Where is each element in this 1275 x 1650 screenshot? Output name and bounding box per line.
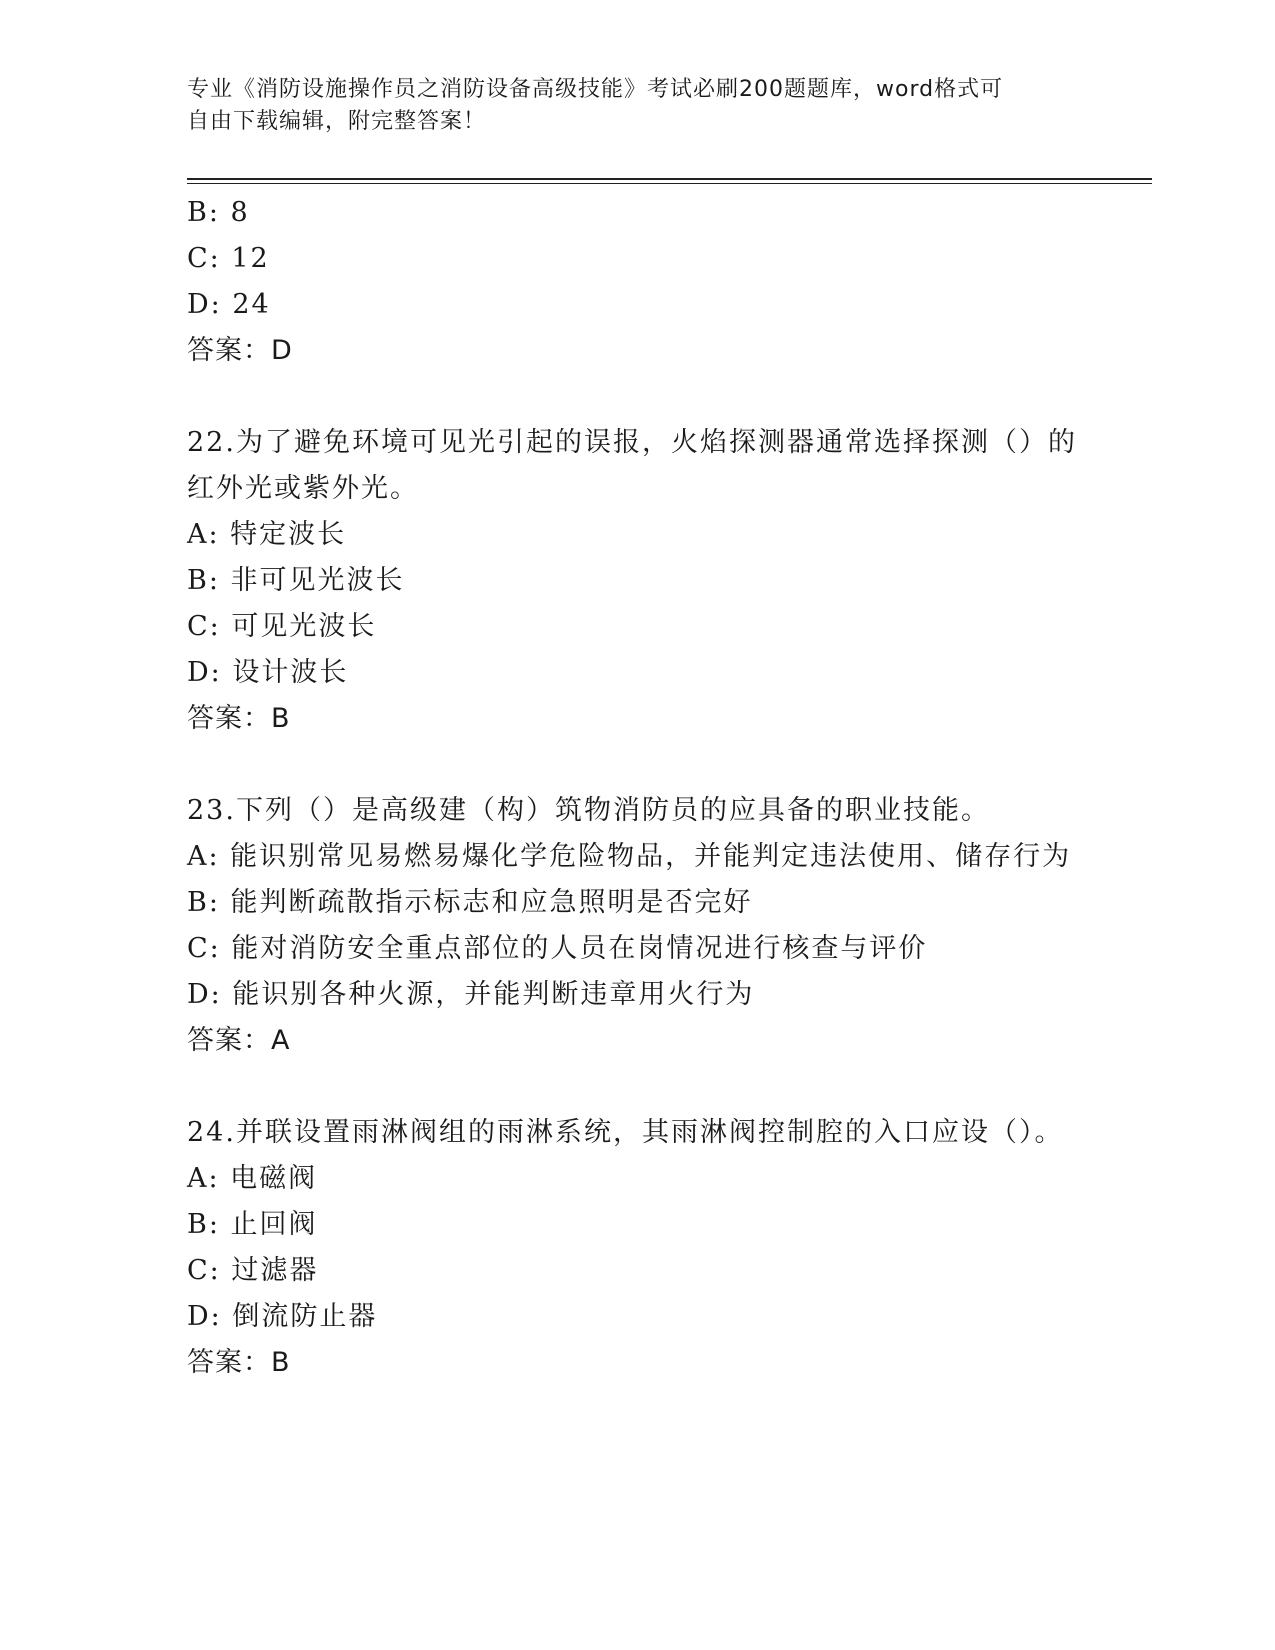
header-divider-thick [187,178,1152,180]
option-b: B: 能判断疏散指示标志和应急照明是否完好 [187,887,753,918]
document-header [187,74,1067,138]
question-21-tail [187,190,1087,374]
spacer [187,742,1087,788]
header-line-1: 专业《消防设施操作员之消防设备高级技能》考试必刷200题题库，word格式可 [187,77,1004,102]
option-c: C: 可见光波长 [187,611,377,642]
option-a: A: 特定波长 [187,519,347,550]
question-stem: 24.并联设置雨淋阀组的雨淋系统，其雨淋阀控制腔的入口应设（）。 [187,1117,1064,1148]
answer: 答案：D [187,335,293,366]
question-stem: 23.下列（）是高级建（构）筑物消防员的应具备的职业技能。 [187,795,990,826]
spacer [187,1064,1087,1110]
option-c: C: 能对消防安全重点部位的人员在岗情况进行核查与评价 [187,933,928,964]
option-c: C: 过滤器 [187,1255,319,1286]
header-line-2: 自由下载编辑，附完整答案！ [187,109,487,134]
header-divider-thin [187,183,1152,184]
option-d: D: 倒流防止器 [187,1301,378,1332]
option-b: B: 8 [187,197,250,228]
question-list [187,190,1087,1386]
question-22 [187,420,1087,742]
question-stem: 22.为了避免环境可见光引起的误报，火焰探测器通常选择探测（）的 [187,427,1077,458]
option-a: A: 能识别常见易燃易爆化学危险物品，并能判定违法使用、储存行为 [187,841,1072,872]
option-d: D: 24 [187,289,271,320]
option-d: D: 能识别各种火源，并能判断违章用火行为 [187,979,755,1010]
option-c: C: 12 [187,243,270,274]
question-24 [187,1110,1087,1386]
question-stem-continued: 红外光或紫外光。 [187,473,419,504]
option-b: B: 止回阀 [187,1209,318,1240]
option-a: A: 电磁阀 [187,1163,318,1194]
question-23 [187,788,1087,1064]
answer: 答案：B [187,1347,291,1378]
option-d: D: 设计波长 [187,657,349,688]
answer: 答案：B [187,703,291,734]
answer: 答案：A [187,1025,291,1056]
option-b: B: 非可见光波长 [187,565,405,596]
spacer [187,374,1087,420]
